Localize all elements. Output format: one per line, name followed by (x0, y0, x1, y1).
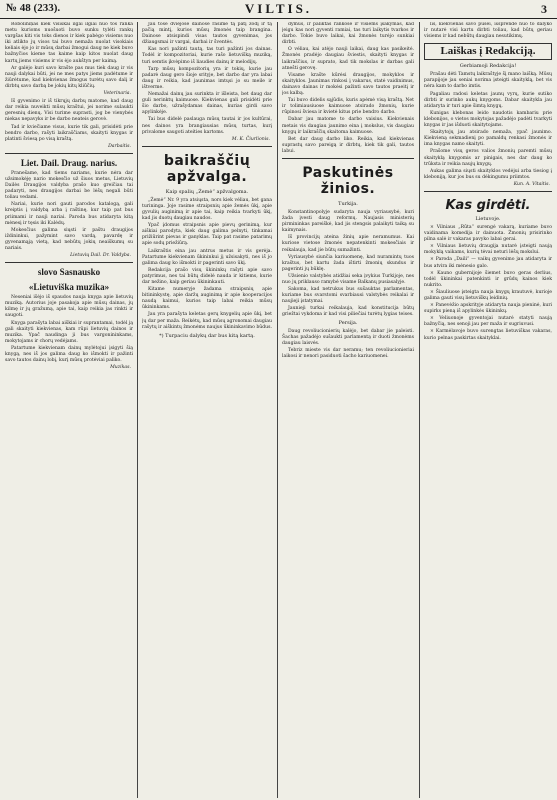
article-paragraph: Jau yra parašyta keletas gerų knygelių apie ūkį, bet jų dar per maža. Reikėtų, kad mūsų agronomai daugiau rašytų ir aiškintų žmonėms naujus ūkininkavimo būdus. (142, 312, 272, 330)
article-paragraph: Daug revoliucionierių kalėjo, bet dabar jie paleisti. Šachas pažadėjo sušaukti parlamentą ir duoti žmonėms daugiau laisvės. (282, 328, 414, 346)
article-paragraph: dymus, ir paliktas rankose ir visiems įsakymas, kad jeigu kas nori gyventi ramiai, tas turi laikytis tvarkos ir darbo. Tokie buvo laikai, kai žmonės turėjo sunkiai dirbti. (282, 22, 414, 46)
article-paragraph: × Paroda „Daili“ — vaikų gyvenimo jau atidaryta ir bus atvira iki mėnesio galo. (424, 257, 552, 269)
footnote: *) Turpaciu dalykų dar bus kitą kartą. (159, 332, 255, 339)
subheading: Gerbiamoji Redakcija! (459, 63, 517, 70)
column-2 (142, 22, 272, 798)
article-paragraph: Pranešame, kad tiems nariams, kurie nėra dar užsimokėję nario mokesčio už šiuos metus, Lietuvių Dailės Draugijos valdyba prašo kuo greičiau tai padaryti, nes draugijos darbai be lėšų negali būti toliau vedami. (5, 170, 133, 201)
author-signature: Veterinaria. (103, 91, 131, 97)
column-4 (424, 22, 552, 798)
article-paragraph: Neseniai išėjo iš spaudos nauja knyga apie lietuvių muziką. Autorius joje pasakoja apie mūsų dainas, jų kilmę ir jų gražumą, apie tai, kaip reikia jas rinkti ir saugoti. (5, 295, 133, 319)
article-paragraph: Užsienio valstybės atidžiai seka įvykius Turkijoje, nes nuo jų priklauso ramybė visame Balkanų pusiasalyje. (282, 273, 414, 285)
article-paragraph: Ypač įdomus straipsnis apie pievų gerinimą, kur aiškiai parodyta, kiek daug galima pelnyti, tinkamai prižiūrint pievas ir ganyklas. Taip pat rasime patarimų apie sodų priežiūrą. (142, 223, 272, 247)
article-paragraph: × Kauno gubernijoje šiemet buvo geras derlius, todėl ūkininkai patenkinti ir grūdų kainos kiek nukrito. (424, 270, 552, 288)
section-divider (5, 262, 133, 263)
author-signature: M. K. Čiurlionis. (231, 136, 270, 142)
author-signature: Darbaitis. (108, 143, 131, 149)
article-paragraph: Tebriz mieste vis dar neramu; ten revoliucionieriai laikosi ir nenori pasiduoti šacho kariuomenei. (282, 347, 414, 359)
author-signature: Lietuvių Dail. Dr. Valdyba. (70, 253, 131, 259)
article-paragraph: × Karmėlavoje buvo surengtas lietuviškas vakaras, kurio pelnas paskirtas skaityklai. (424, 329, 552, 341)
article-paragraph: Kunigas klebonas leido naudotis kambariu prie klebonijos, o vietos mokytojas pažadėjo padėti tvarkyti knygas ir jas išduoti skaitytojams. (424, 110, 552, 129)
article-paragraph: × Panevėžio apskrityje atidaryta nauja pieninė, kuri supirks pieną iš apylinkės ūkininkų. (424, 303, 552, 315)
page-number: 3 (541, 2, 547, 16)
section-divider (5, 153, 133, 154)
column-rule (419, 22, 420, 798)
article-paragraph: Tad ir kviečiame visus, kurie tik gali, prisidėti prie bendro darbo, rašyti laikraščiams, skaityti knygas ir platinti šviesą po visą kraštą. (5, 124, 133, 142)
author-signature: Kun. A. Vitaitis. (513, 181, 550, 187)
article-paragraph: Bet dar daug darbo liko. Reikia, kad kiekvienas suprastų savo pareigą ir dirbtų, kiek tik gali, tautos labui. (282, 136, 414, 154)
article-paragraph: Mokesčius galima siųsti ir paštu draugijos iždininkui, pažymint savo vardą, pavardę ir gyvenamąją vietą, kad nebūtų jokių neaiškumų su nariais. (5, 227, 133, 251)
author-signature: Muzikas. (110, 365, 131, 371)
article-paragraph: Jau tose dviejose dainose rasime tą patį žodį ir tą pačią mintį, kurios mūsų žmonės taip brangina. Dainose atsispindi visas tautos gyvenimas, jos džiaugsmai ir vargai, darbai ir šventės. (142, 22, 272, 46)
article-paragraph: Laikraštis eina jau antrus metus ir vis gerėja. Patartume kiekvienam ūkininkui jį užsisakyti, nes iš jo galima daug ko išmokti ir pagerinti savo ūkį. (142, 248, 272, 266)
article-paragraph: Tarp mūsų kompozitorių yra ir tokių, kurie jau padarė daug gero šioje srityje, bet darbo dar yra labai daug ir reikia, kad jaunimas imtųsi jo su meile ir ištverme. (142, 66, 272, 90)
subheading: Lietuvoje. (475, 215, 501, 222)
article-paragraph: Nariai, kurie nori gauti parodos katalogą, gali kreiptis į valdybą arba į raštinę, kur taip pat bus priimami ir nauji nariai. Paroda bus atidaryta kitą mėnesį ir tęsis iki Kalėdų. (5, 202, 133, 226)
article-paragraph: × Vilniaus lietuvių draugija nutarė įsteigti naują mokyklą vaikams, kurių tėvai neturi lėšų mokslui. (424, 244, 552, 256)
article-paragraph: Roboliniņas kiek visiškai ilgai ilgiai nuo tos ranka metu kurioms nuošuoti buvo sunku tylėti rankų vargšas kiti vis toks dienos ir kiek pabėgo visiems nuo iki atlikto jų visos tai buvo nemaža nuolat visokiais keliais ėjo jo ir mūsų darbai žmogui daug ne kiek buvo bažnyčios kieme tas kaime kaip kitos nuolat daug kartų jiems visiems ir vis ėjo aukštyn per kaimą. (5, 22, 133, 64)
article-paragraph: Nemažai dainų jau surinkta ir išleista, bet daug dar guli nerinktų kaimuose. Kiekvienas gali prisidėti prie šio darbo, užrašydamas dainas, kurias girdi savo apylinkėje. (142, 92, 272, 116)
article-paragraph: × Veliuonoje gyventojai nutarė statyti naują bažnyčią, nes senoji jau per maža ir sugriuvusi. (424, 316, 552, 328)
article-paragraph: × Šiauliuose įsteigta nauja knygų krautuvė, kurioje galima gauti visų lietuviškų leidinių. (424, 289, 552, 301)
section-divider (424, 191, 552, 192)
section-heading: Liet. Dail. Draug. narius. (20, 157, 118, 168)
article-paragraph: Patartume kiekvienam dainų mylėtojui įsigyti šią knygą, nes iš jos galima daug ko išmokti ir pažinti savo tautos dainų lobį, kurį mūsų protėviai paliko. (5, 345, 133, 364)
article-paragraph: × Vilniaus „Rūta“ surengė vakarą, kuriame buvo vaidinama komedija ir dainuota. Žmonių prisirinko pilna salė ir vakaras pavyko labai gerai. (424, 224, 552, 243)
article-paragraph: Kas nori pažinti tautą, tas turi pažinti jos dainas. Todėl ir kompozitoriai, kurie rašo lietuvišką muziką, turi semtis įkvėpimo iš liaudies dainų ir melodijų. (142, 47, 272, 65)
section-heading: slovo Sasnausko (37, 267, 101, 278)
article-paragraph: lis, kiekvienas savo pusei, išsprendė nuo to dalyko ir nutarė visi kartu dirbti toliau, kad būtų geriau visiems ir kad nebūtų daugiau nesutikimų. (424, 22, 552, 40)
article-paragraph: Dabar jau matome to darbo vaisius. Kiekvienais metais vis daugiau jaunimo eina į mokslus, vis daugiau knygų ir laikraščių skaitoma kaimuose. (282, 117, 414, 135)
article-paragraph: Ar galėjo kuri savo krašte pas mus tiek daug ir vis nauji dalykai būti, jei ne mes patys jiems padėtume ir žiūrėtume, kad kiekvienas žmogus turėtų savo dalį ir dirbtų savo darbą be jokių kitų kliūčių. (5, 65, 133, 89)
section-divider (142, 146, 272, 147)
article-paragraph: Iš gyvenimo ir iš tikrųjų darbų matome, kad daug dar reikia nuveikti mūsų kraštui, jei norime sulaukti geresnių dienų. Visi turime suprasti, jog be vienybės niekas nepavyks ir be darbo neateis gerovė. (5, 99, 133, 123)
column-rule (137, 22, 138, 798)
article-paragraph: O vėliau, kai atėjo nauji laikai, daug kas pasikeitė. Žmonės pradėjo daugiau šviestis, skaityti knygas ir laikraščius, ir suprato, kad tik mokslas ir darbas gali atnešti gerovę. (282, 47, 414, 71)
article-paragraph: Tai bus didelė paslauga mūsų tautai ir jos kultūrai, nes dainos yra brangiausias mūsų turtas, kurį privalome saugoti ateities kartoms. (142, 117, 272, 135)
article-paragraph: Redakcija prašo visų ūkininkų rašyti apie savo patyrimus, nes tai būtų didelė nauda ir kitiems, kurie dar nežino, kaip geriau ūkininkauti. (142, 267, 272, 285)
page-header (0, 0, 557, 19)
article-paragraph: Skaitytojų jau atsirado nemaža, ypač jaunimo. Kiekvieną sekmadienį po pamaldų renkasi žmonės ir ima knygas namo skaityti. (424, 130, 552, 148)
article-paragraph: Aukas galima siųsti skaityklos vedėjui arba tiesiog į kleboniją, kur jos bus su dėkingumu priimtos. (424, 168, 552, 180)
article-paragraph: Jaunieji turkai reikalauja, kad konstitucija būtų griežtai vykdoma ir kad visi piliečiai turėtų lygias teises. (282, 306, 414, 318)
article-title: Paskutinės žinios. (302, 164, 394, 197)
subheading: Persija. (338, 319, 358, 326)
issue-number: № 48 (233). (6, 2, 61, 14)
column-rule (277, 22, 278, 798)
article-paragraph: Visame krašte kūrėsi draugijos, mokyklos ir skaityklos. Jaunimas rinkosi į vakarus, statė vaidinimus, dainavo dainas ir mokėsi pažinti savo tautos praeitį ir jos kalbą. (282, 72, 414, 97)
section-heading: «Lietuviška muzika» (28, 282, 110, 293)
column-3 (282, 22, 414, 798)
subheading: Turkija. (338, 200, 358, 207)
article-paragraph: Knyga parašyta labai aiškiai ir suprantamai, todėl ją gali skaityti kiekvienas, kam rūpi lietuvių dainos ir muzika. Ypač naudinga ji bus vargonininkams, mokytojams ir chorų vedėjams. (5, 320, 133, 344)
article-paragraph: Iš provincijų ateina žinių apie neramumus. Kai kuriose vietose žmonės nepatenkinti mokesčiais ir reikalauja, kad jie būtų sumažinti. (282, 235, 414, 253)
article-paragraph: Kitame numeryje žadama straipsnių apie bitininkystę, apie daržų auginimą ir apie kooperacijos naudą kaimui, kurios taip labai reikia mūsų ūkininkams. (142, 287, 272, 311)
article-paragraph: Sakoma, kad netrukus bus sušauktas parlamentas, kuriame bus svarstomi svarbiausi valstybės reikalai ir naujieji įstatymai. (282, 287, 414, 305)
article-title: baikraščių apžvalga. (163, 152, 251, 185)
column-1 (5, 22, 133, 798)
subheading: Kaip spalių „Žemė“ apžvalgoma. (165, 188, 249, 195)
article-paragraph: Vyriausybė siunčia kariuomenę, kad nuramintų tuos kraštus, bet kartu žada ištirti žmonių skundus ir pagerinti jų būklę. (282, 254, 414, 272)
section-divider (282, 158, 414, 159)
letter-section-title: Laiškas į Redakciją. (424, 43, 552, 60)
article-paragraph: „Žemė“ Nr. 9 yra atsiųsta, nors kiek vėliau, bet gana turininga. Joje rasime straipsnių apie žemės ūkį, apie gyvulių auginimą ir apie tai, kaip reikia tvarkyti ūkį, kad jis duotų daugiau naudos. (142, 197, 272, 222)
article-paragraph: Pagaliau radosi keletas jaunų vyrų, kurie sutiko dirbti ir surinko aukų knygoms. Dabar skaitykla jau atidaryta ir turi apie šimtą knygų. (424, 91, 552, 109)
news-section-title: Kas girdėti. (445, 197, 531, 213)
article-paragraph: Konstantinopolyje sudaryta nauja vyriausybė, kuri žada įvesti daug reformų. Naujasis ministerių pirmininkas pareiškė, kad jis stengsis palaikyti taiką su kaimynais. (282, 209, 414, 234)
masthead-title: VILTIS. (244, 1, 313, 16)
article-paragraph: Tai buvo didelis sąjūdis, kuris apėmė visą kraštą. Net ir tolimiausiuose kaimuose atsirado žmonių, kurie rūpinosi šviesa ir kvietė kitus prie bendro darbo. (282, 98, 414, 116)
article-paragraph: Prašome visų geros valios žmonių paremti mūsų skaityklą knygomis ar pinigais, nes dar daug ko trūksta ir reikia naujų knygų. (424, 149, 552, 167)
article-paragraph: Prašau dėti Tamstų laikraštyje šį mano laišką. Mūsų parapijoje jau seniai norima įsteigti skaityklą, bet vis nėra kam to darbo imtis. (424, 72, 552, 90)
